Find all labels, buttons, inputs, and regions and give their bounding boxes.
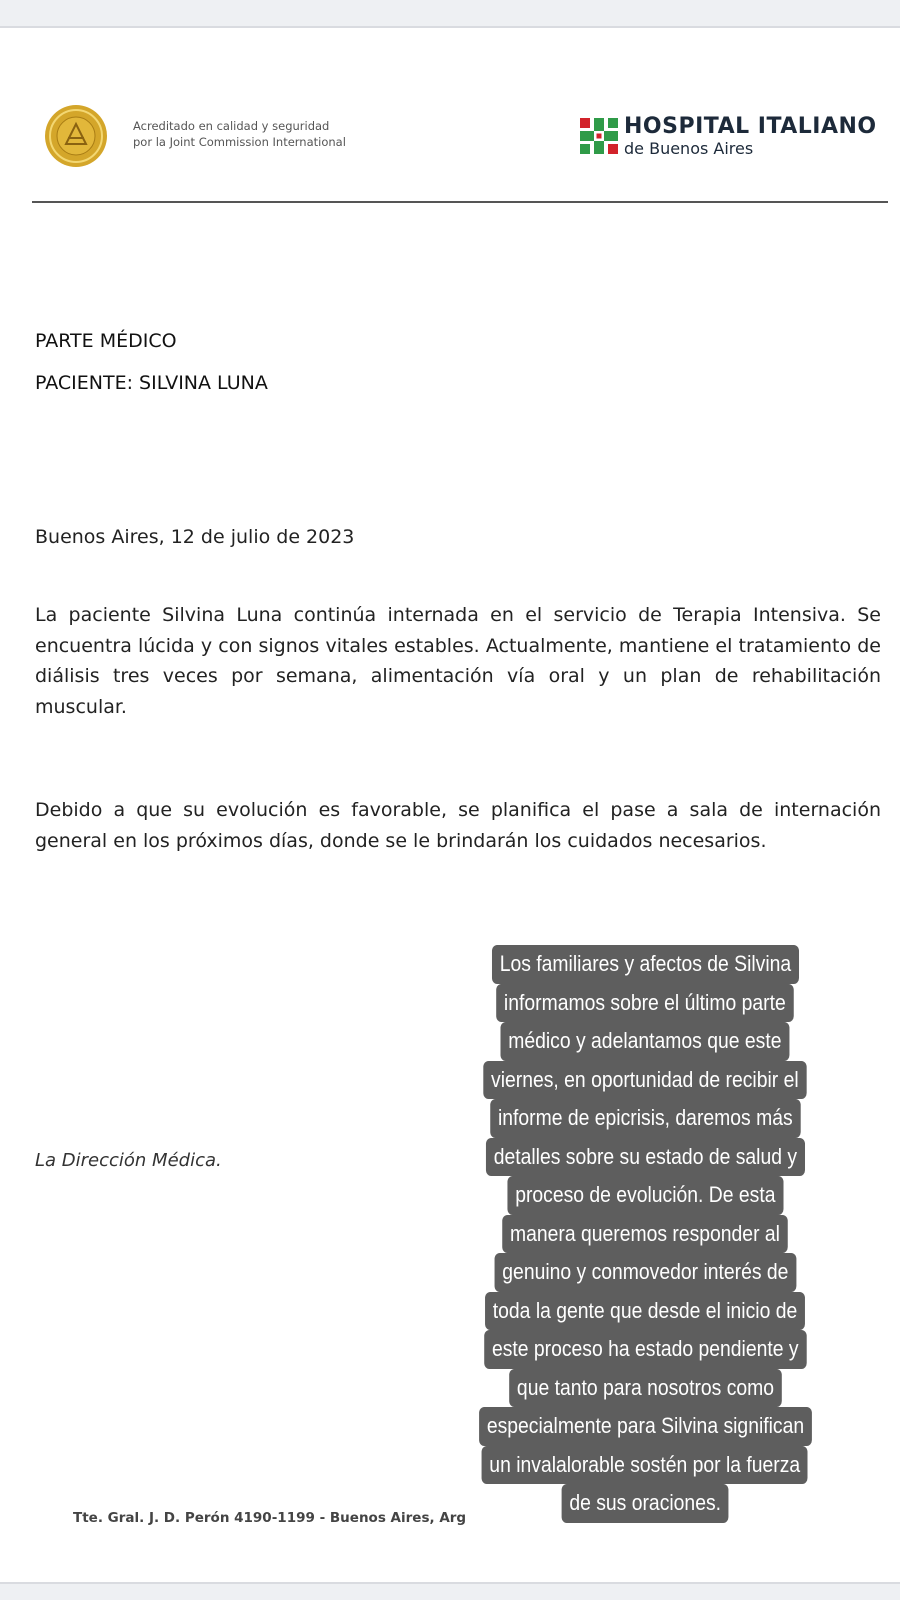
hospital-city: de Buenos Aires <box>624 139 754 158</box>
overlay-row <box>435 1292 855 1331</box>
hospital-cross-icon <box>580 118 618 154</box>
overlay-row <box>435 1446 855 1485</box>
overlay-line: que tanto para nosotros como <box>509 1369 782 1408</box>
overlay-line: informamos sobre el último parte <box>496 984 793 1023</box>
overlay-line: especialmente para Silvina significan <box>479 1407 812 1446</box>
patient-name: PACIENTE: SILVINA LUNA <box>35 372 268 394</box>
accreditation-line2: por la Joint Commission International <box>133 135 346 149</box>
overlay-line: viernes, en oportunidad de recibir el <box>483 1061 806 1100</box>
joint-commission-seal-icon <box>44 104 108 168</box>
overlay-line: proceso de evolución. De esta <box>507 1176 783 1215</box>
bottom-bar <box>0 1582 900 1600</box>
overlay-line: informe de epicrisis, daremos más <box>490 1099 800 1138</box>
overlay-row <box>435 1215 855 1254</box>
overlay-line: toda la gente que desde el inicio de <box>485 1292 805 1331</box>
overlay-row <box>435 1407 855 1446</box>
hospital-logo <box>580 114 880 158</box>
overlay-line: de sus oraciones. <box>561 1484 728 1523</box>
overlay-line: un invalalorable sostén por la fuerza <box>482 1446 808 1485</box>
overlay-line: genuino y conmovedor interés de <box>494 1253 796 1292</box>
top-bar <box>0 0 900 28</box>
overlay-line: detalles sobre su estado de salud y <box>486 1138 805 1177</box>
overlay-line: médico y adelantamos que este <box>501 1022 790 1061</box>
overlay-row <box>435 1369 855 1408</box>
hospital-name: HOSPITAL ITALIANO <box>624 114 877 139</box>
signature: La Dirección Médica. <box>35 1150 222 1171</box>
overlay-row <box>435 1061 855 1100</box>
overlay-row <box>435 1176 855 1215</box>
overlay-row <box>435 1022 855 1061</box>
overlay-row <box>435 1138 855 1177</box>
overlay-line: manera queremos responder al <box>502 1215 787 1254</box>
paragraph-1: La paciente Silvina Luna continúa internada en el servicio de Terapia Intensiva. Se encuentra lúcida y con signos vitales estables. Actualmente, mantiene el tratamiento de diálisis tres veces por semana, alimentación vía oral y un plan de rehabilitación muscular. <box>35 604 881 718</box>
header-divider <box>32 201 888 203</box>
story-text-overlay <box>435 945 855 1523</box>
overlay-row <box>435 984 855 1023</box>
document-date: Buenos Aires, 12 de julio de 2023 <box>35 526 355 548</box>
overlay-line: este proceso ha estado pendiente y <box>484 1330 806 1369</box>
overlay-row <box>435 1253 855 1292</box>
document-title: PARTE MÉDICO <box>35 330 177 352</box>
paragraph-2: Debido a que su evolución es favorable, se planifica el pase a sala de internación general en los próximos días, donde se le brindarán los cuidados necesarios. <box>35 799 881 852</box>
overlay-row <box>435 1484 855 1523</box>
accreditation-line1: Acreditado en calidad y seguridad <box>133 119 330 133</box>
overlay-row <box>435 945 855 984</box>
footer-address: Tte. Gral. J. D. Perón 4190-1199 - Buenos Aires, Arg <box>73 1510 467 1526</box>
accreditation-text <box>133 118 346 150</box>
overlay-row <box>435 1099 855 1138</box>
overlay-row <box>435 1330 855 1369</box>
overlay-line: Los familiares y afectos de Silvina <box>492 945 799 984</box>
